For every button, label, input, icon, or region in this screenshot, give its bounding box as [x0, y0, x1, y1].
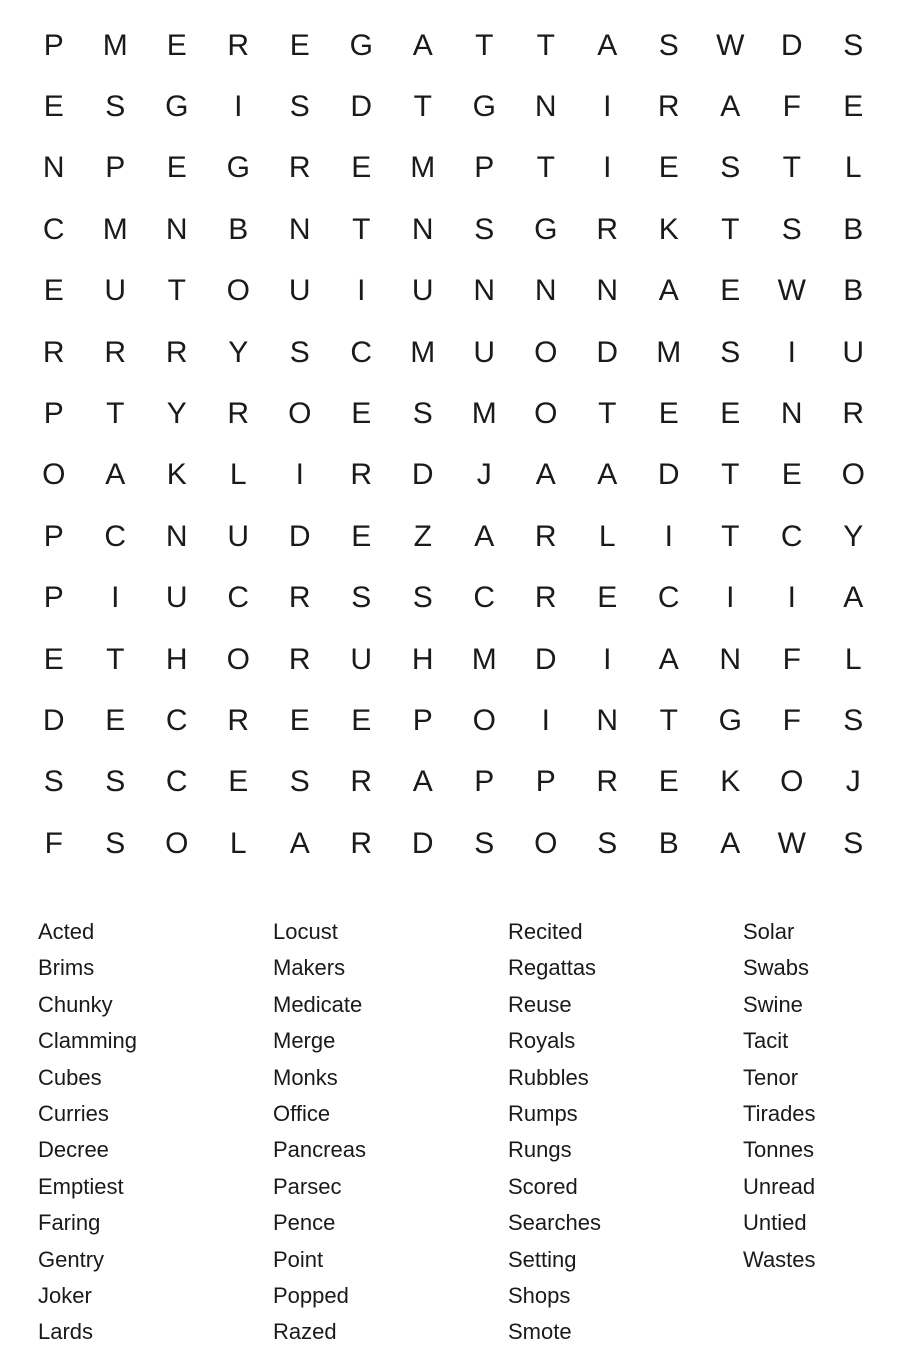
word-list-item: Emptiest — [38, 1173, 124, 1199]
grid-cell[interactable]: H — [165, 642, 188, 676]
grid-cell[interactable]: A — [412, 28, 433, 62]
grid-cell[interactable]: L — [844, 642, 862, 676]
grid-cell[interactable]: D — [411, 826, 434, 860]
grid-cell[interactable]: M — [410, 151, 436, 185]
grid-cell[interactable]: E — [166, 151, 187, 185]
grid-cell[interactable]: C — [165, 765, 188, 799]
grid-cell[interactable]: O — [165, 826, 189, 860]
grid-cell[interactable]: E — [43, 642, 64, 676]
grid-cell[interactable]: E — [289, 28, 310, 62]
grid-cell[interactable]: L — [229, 826, 247, 860]
grid-cell[interactable]: Y — [228, 335, 249, 369]
grid-cell[interactable]: B — [658, 826, 679, 860]
grid-cell[interactable]: A — [105, 458, 126, 492]
grid-cell[interactable]: U — [473, 335, 496, 369]
grid-cell[interactable]: B — [843, 274, 864, 308]
grid-cell[interactable]: D — [350, 90, 373, 124]
word-list-item: Rungs — [508, 1137, 572, 1163]
word-list-item: Gentry — [38, 1246, 105, 1272]
word-list-item: Brims — [38, 955, 95, 981]
grid-cell[interactable]: E — [289, 703, 310, 737]
grid-cell[interactable]: Z — [413, 519, 432, 553]
word-list-item: Medicate — [273, 991, 363, 1017]
word-list-item: Razed — [273, 1319, 337, 1345]
grid-cell[interactable]: A — [720, 90, 741, 124]
word-list-column — [743, 914, 883, 1351]
grid-cell[interactable]: W — [716, 28, 745, 62]
word-list-item: Rubbles — [508, 1064, 589, 1090]
grid-cell[interactable]: I — [603, 642, 612, 676]
grid-cell[interactable]: E — [166, 28, 187, 62]
grid-cell[interactable]: I — [541, 703, 550, 737]
grid-cell[interactable]: D — [411, 458, 434, 492]
grid-cell[interactable]: C — [350, 335, 373, 369]
grid-cell[interactable]: E — [843, 90, 864, 124]
word-list-item: Tonnes — [743, 1137, 814, 1163]
grid-cell[interactable]: G — [718, 703, 742, 737]
grid-cell[interactable]: R — [596, 212, 619, 246]
grid-cell[interactable]: T — [106, 642, 125, 676]
grid-cell[interactable]: O — [534, 397, 558, 431]
grid-cell[interactable]: R — [534, 581, 557, 615]
word-list-item: Reuse — [508, 991, 572, 1017]
grid-cell[interactable]: D — [42, 703, 65, 737]
grid-cell[interactable]: H — [411, 642, 434, 676]
grid-cell[interactable]: L — [844, 151, 862, 185]
grid-cell[interactable]: N — [596, 703, 619, 737]
grid-cell[interactable]: R — [165, 335, 188, 369]
word-list-item: Pence — [273, 1210, 336, 1236]
grid-cell[interactable]: R — [657, 90, 680, 124]
grid-cell[interactable]: A — [658, 642, 679, 676]
word-list-item: Tacit — [743, 1028, 789, 1054]
grid-cell[interactable]: S — [474, 826, 495, 860]
grid-cell[interactable]: O — [226, 274, 250, 308]
grid-cell[interactable]: E — [228, 765, 249, 799]
grid-cell[interactable]: O — [288, 397, 312, 431]
grid-cell[interactable]: G — [534, 212, 558, 246]
grid-cell[interactable]: R — [842, 397, 865, 431]
grid-cell[interactable]: I — [787, 581, 796, 615]
grid-cell[interactable]: R — [227, 703, 250, 737]
grid-cell[interactable]: F — [782, 642, 801, 676]
word-list-column — [508, 914, 743, 1351]
grid-cell[interactable]: R — [104, 335, 127, 369]
grid-cell[interactable]: S — [843, 703, 864, 737]
word-list-item: Locust — [273, 919, 338, 944]
grid-cell[interactable]: R — [288, 151, 311, 185]
word-list-item: Chunky — [38, 991, 113, 1017]
grid-cell[interactable]: M — [410, 335, 436, 369]
grid-cell[interactable]: R — [350, 826, 373, 860]
grid-cell[interactable]: D — [657, 458, 680, 492]
grid-cell[interactable]: B — [228, 212, 249, 246]
grid-cell[interactable]: O — [534, 335, 558, 369]
grid-cell[interactable]: P — [474, 151, 495, 185]
grid-cell[interactable]: U — [842, 335, 865, 369]
grid-cell[interactable]: A — [843, 581, 864, 615]
word-list-item: Solar — [743, 919, 795, 944]
grid-cell[interactable]: E — [781, 458, 802, 492]
word-list-item: Cubes — [38, 1064, 102, 1090]
grid-cell[interactable]: E — [351, 151, 372, 185]
grid-cell[interactable]: P — [535, 765, 556, 799]
grid-cell[interactable]: G — [472, 90, 496, 124]
grid-cell[interactable]: P — [412, 703, 433, 737]
word-list-item: Clamming — [38, 1028, 138, 1054]
grid-cell[interactable]: F — [782, 703, 801, 737]
word-list-item: Faring — [38, 1210, 101, 1236]
word-list-item: Smote — [508, 1319, 572, 1345]
word-list-column — [38, 914, 273, 1351]
grid-cell[interactable]: U — [411, 274, 434, 308]
grid-cell[interactable]: M — [102, 212, 128, 246]
grid-cell[interactable]: M — [471, 642, 497, 676]
grid-cell[interactable]: P — [43, 397, 64, 431]
grid-cell[interactable]: S — [105, 90, 126, 124]
grid-cell[interactable]: E — [43, 274, 64, 308]
grid-cell[interactable]: U — [350, 642, 373, 676]
grid-cell[interactable]: I — [357, 274, 366, 308]
grid-cell[interactable]: N — [534, 274, 557, 308]
word-list-item: Swine — [743, 991, 803, 1017]
grid-cell[interactable]: Y — [843, 519, 864, 553]
grid-cell[interactable]: J — [845, 765, 861, 799]
grid-cell[interactable]: N — [780, 397, 803, 431]
grid-cell[interactable]: S — [720, 335, 741, 369]
grid-cell[interactable]: T — [598, 397, 617, 431]
grid-cell[interactable]: W — [777, 274, 806, 308]
grid-cell[interactable]: T — [721, 519, 740, 553]
grid-cell[interactable]: O — [42, 458, 66, 492]
grid-cell[interactable]: S — [412, 581, 433, 615]
grid-cell[interactable]: T — [721, 458, 740, 492]
grid-cell[interactable]: I — [603, 151, 612, 185]
grid-cell[interactable]: K — [720, 765, 741, 799]
grid-cell[interactable]: S — [351, 581, 372, 615]
grid-cell[interactable]: N — [473, 274, 496, 308]
word-list-item: Tenor — [743, 1064, 799, 1090]
grid-cell[interactable]: T — [167, 274, 186, 308]
grid-cell[interactable]: S — [289, 765, 310, 799]
grid-cell[interactable]: E — [351, 397, 372, 431]
grid-cell[interactable]: C — [42, 212, 65, 246]
grid-cell[interactable]: T — [413, 90, 432, 124]
grid-cell[interactable]: A — [597, 28, 618, 62]
word-list-item: Lards — [38, 1319, 94, 1345]
grid-cell[interactable]: D — [780, 28, 803, 62]
grid-cell[interactable]: S — [289, 90, 310, 124]
grid-cell[interactable]: O — [534, 826, 558, 860]
grid-cell[interactable]: I — [787, 335, 796, 369]
word-list-item: Setting — [508, 1246, 577, 1272]
grid-cell[interactable]: S — [412, 397, 433, 431]
grid-cell[interactable]: T — [475, 28, 494, 62]
grid-cell[interactable]: T — [536, 28, 555, 62]
grid-cell[interactable]: N — [534, 90, 557, 124]
grid-cell[interactable]: U — [227, 519, 250, 553]
word-list-item: Point — [273, 1246, 324, 1272]
grid-cell[interactable]: E — [351, 703, 372, 737]
word-list-item: Royals — [508, 1028, 576, 1054]
word-list-item: Pancreas — [273, 1137, 366, 1163]
grid-cell[interactable]: C — [780, 519, 803, 553]
word-list-item: Curries — [38, 1100, 109, 1126]
word-list-item: Rumps — [508, 1100, 578, 1126]
grid-cell[interactable]: M — [102, 28, 128, 62]
grid-cell[interactable]: P — [474, 765, 495, 799]
grid-cell[interactable]: S — [474, 212, 495, 246]
word-list-item: Untied — [743, 1210, 807, 1236]
word-list-item: Searches — [508, 1210, 601, 1236]
grid-cell[interactable]: E — [43, 90, 64, 124]
word-list-item: Recited — [508, 919, 583, 944]
grid-cell[interactable]: N — [596, 274, 619, 308]
grid-cell[interactable]: O — [226, 642, 250, 676]
grid-cell[interactable]: L — [229, 458, 247, 492]
grid-cell[interactable]: S — [781, 212, 802, 246]
word-list-item: Monks — [273, 1064, 338, 1090]
grid-cell[interactable]: A — [412, 765, 433, 799]
grid-cell[interactable]: N — [165, 212, 188, 246]
grid-cell[interactable]: T — [352, 212, 371, 246]
grid-cell[interactable]: C — [104, 519, 127, 553]
grid-cell[interactable]: G — [165, 90, 189, 124]
grid-cell[interactable]: E — [597, 581, 618, 615]
grid-cell[interactable]: N — [165, 519, 188, 553]
grid-cell[interactable]: F — [44, 826, 63, 860]
word-list-item: Office — [273, 1100, 331, 1126]
word-list-item: Wastes — [743, 1246, 816, 1272]
grid-cell[interactable]: P — [43, 519, 64, 553]
grid-cell[interactable]: I — [726, 581, 735, 615]
grid-cell[interactable]: W — [777, 826, 806, 860]
grid-cell[interactable]: M — [471, 397, 497, 431]
grid-cell[interactable]: S — [43, 765, 64, 799]
word-list-item: Acted — [38, 919, 95, 944]
grid-cell[interactable]: U — [165, 581, 188, 615]
grid-cell[interactable]: U — [288, 274, 311, 308]
grid-cell[interactable]: N — [288, 212, 311, 246]
grid-cell[interactable]: I — [664, 519, 673, 553]
grid-cell[interactable]: S — [105, 765, 126, 799]
grid-cell[interactable]: S — [105, 826, 126, 860]
letter-grid — [23, 15, 884, 874]
grid-cell[interactable]: R — [288, 642, 311, 676]
grid-cell[interactable]: G — [349, 28, 373, 62]
grid-cell[interactable]: S — [720, 151, 741, 185]
grid-cell[interactable]: R — [350, 765, 373, 799]
grid-cell[interactable]: N — [42, 151, 65, 185]
grid-cell[interactable]: A — [720, 826, 741, 860]
grid-cell[interactable]: G — [226, 151, 250, 185]
grid-cell[interactable]: R — [227, 28, 250, 62]
word-list-item: Makers — [273, 955, 346, 981]
grid-cell[interactable]: E — [720, 397, 741, 431]
grid-cell[interactable]: B — [843, 212, 864, 246]
grid-cell[interactable]: E — [658, 151, 679, 185]
word-list-item: Parsec — [273, 1173, 342, 1199]
grid-cell[interactable]: E — [105, 703, 126, 737]
grid-cell[interactable]: T — [782, 151, 801, 185]
grid-cell[interactable]: P — [43, 28, 64, 62]
grid-cell[interactable]: O — [780, 765, 804, 799]
grid-cell[interactable]: P — [43, 581, 64, 615]
grid-cell[interactable]: C — [657, 581, 680, 615]
word-list-item: Popped — [273, 1282, 349, 1308]
word-list-item: Joker — [38, 1282, 92, 1308]
grid-cell[interactable]: E — [351, 519, 372, 553]
word-list-column — [273, 914, 508, 1351]
grid-cell[interactable]: O — [841, 458, 865, 492]
grid-cell[interactable]: A — [474, 519, 495, 553]
grid-cell[interactable]: E — [658, 397, 679, 431]
grid-cell[interactable]: D — [288, 519, 311, 553]
grid-cell[interactable]: K — [166, 458, 187, 492]
word-list-item: Merge — [273, 1028, 336, 1054]
grid-cell[interactable]: K — [658, 212, 679, 246]
word-list-item: Tirades — [743, 1100, 816, 1126]
grid-cell[interactable]: C — [227, 581, 250, 615]
grid-cell[interactable]: F — [782, 90, 801, 124]
grid-cell[interactable]: D — [534, 642, 557, 676]
grid-cell[interactable]: N — [719, 642, 742, 676]
grid-cell[interactable]: T — [721, 212, 740, 246]
grid-cell[interactable]: L — [598, 519, 616, 553]
grid-cell[interactable]: D — [596, 335, 619, 369]
grid-cell[interactable]: R — [288, 581, 311, 615]
grid-cell[interactable]: U — [104, 274, 127, 308]
grid-cell[interactable]: M — [656, 335, 682, 369]
grid-cell[interactable]: A — [597, 458, 618, 492]
grid-cell[interactable]: J — [476, 458, 492, 492]
grid-cell[interactable]: A — [535, 458, 556, 492]
grid-cell[interactable]: R — [350, 458, 373, 492]
grid-cell[interactable]: C — [473, 581, 496, 615]
grid-cell[interactable]: S — [289, 335, 310, 369]
grid-cell[interactable]: R — [534, 519, 557, 553]
word-list-item: Decree — [38, 1137, 109, 1163]
grid-cell[interactable]: N — [411, 212, 434, 246]
grid-cell[interactable]: R — [42, 335, 65, 369]
grid-cell[interactable]: R — [596, 765, 619, 799]
grid-cell[interactable]: Y — [166, 397, 187, 431]
word-list-item: Swabs — [743, 955, 810, 981]
grid-cell[interactable]: S — [597, 826, 618, 860]
grid-cell[interactable]: S — [843, 826, 864, 860]
grid-cell[interactable]: I — [234, 90, 243, 124]
word-list-item: Unread — [743, 1173, 816, 1199]
grid-cell[interactable]: T — [106, 397, 125, 431]
word-list-item: Regattas — [508, 955, 597, 981]
grid-cell[interactable]: T — [536, 151, 555, 185]
grid-cell[interactable]: A — [658, 274, 679, 308]
grid-cell[interactable]: T — [659, 703, 678, 737]
grid-cell[interactable]: E — [720, 274, 741, 308]
grid-cell[interactable]: S — [843, 28, 864, 62]
grid-cell[interactable]: E — [658, 765, 679, 799]
grid-cell[interactable]: O — [472, 703, 496, 737]
grid-cell[interactable]: R — [227, 397, 250, 431]
grid-cell[interactable]: I — [295, 458, 304, 492]
word-list-item: Scored — [508, 1173, 578, 1199]
grid-cell[interactable]: C — [165, 703, 188, 737]
grid-cell[interactable]: A — [289, 826, 310, 860]
grid-cell[interactable]: I — [111, 581, 120, 615]
grid-cell[interactable]: P — [105, 151, 126, 185]
word-list-item: Shops — [508, 1282, 571, 1308]
word-list — [38, 914, 888, 1351]
grid-cell[interactable]: I — [603, 90, 612, 124]
grid-cell[interactable]: S — [658, 28, 679, 62]
